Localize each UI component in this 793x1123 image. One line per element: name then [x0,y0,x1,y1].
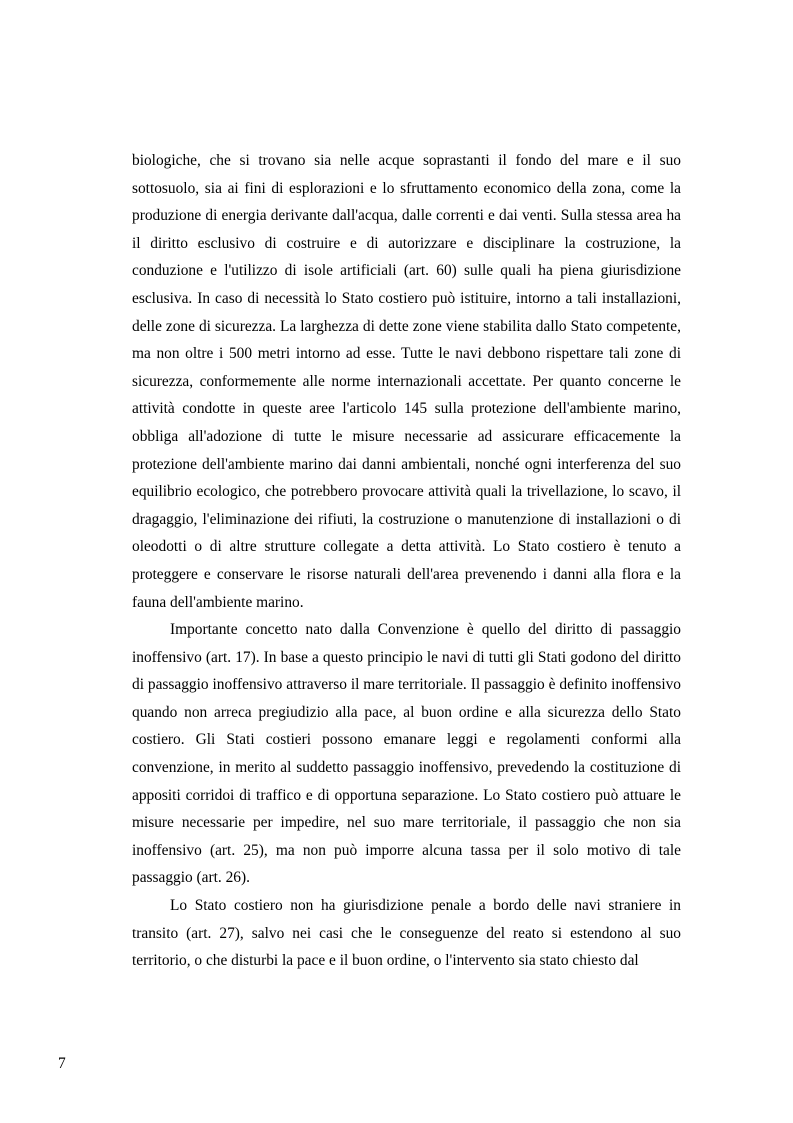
paragraph-2: Importante concetto nato dalla Convenzione è quello del diritto di passaggio inoffensivo (art. 17). In base a questo principio le navi di tutti gli Stati godono del diritto di passaggio inoffensivo attraverso il mare territoriale. Il passaggio è definito inoffensivo quando non arreca pregiudizio alla pace, al buon ordine e alla sicurezza dello Stato costiero. Gli Stati costieri possono emanare leggi e regolamenti conformi alla convenzione, in merito al suddetto passaggio inoffensivo, prevedendo la costituzione di appositi corridoi di traffico e di opportuna separazione. Lo Stato costiero può attuare le misure necessarie per impedire, nel suo mare territoriale, il passaggio che non sia inoffensivo (art. 25), ma non può imporre alcuna tassa per il solo motivo di tale passaggio (art. 26). [132,621,681,887]
paragraph-1: biologiche, che si trovano sia nelle acque soprastanti il fondo del mare e il suo sottosuolo, sia ai fini di esplorazioni e lo sfruttamento economico della zona, come la produzione di energia derivante dall'acqua, dalle correnti e dai venti. Sulla stessa area ha il diritto esclusivo di costruire e di autorizzare e disciplinare la costruzione, la conduzione e l'utilizzo di isole artificiali (art. 60) sulle quali ha piena giurisdizione esclusiva. In caso di necessità lo Stato costiero può istituire, intorno a tali installazioni, delle zone di sicurezza. La larghezza di dette zone viene stabilita dallo Stato competente, ma non oltre i 500 metri intorno ad esse. Tutte le navi debbono rispettare tali zone di sicurezza, conformemente alle norme internazionali accettate. Per quanto concerne le attività condotte in queste aree l'articolo 145 sulla protezione dell'ambiente marino, obbliga all'adozione di tutte le misure necessarie ad assicurare efficacemente la protezione dell'ambiente marino dai danni ambientali, nonché ogni interferenza del suo equilibrio ecologico, che potrebbero provocare attività quali la trivellazione, lo scavo, il dragaggio, l'eliminazione dei rifiuti, la costruzione o manutenzione di installazioni o di oleodotti o di altre strutture collegate a detta attività. Lo Stato costiero è tenuto a proteggere e conservare le risorse naturali dell'area prevenendo i danni alla flora e la fauna dell'ambiente marino. [132,152,681,611]
page-number: 7 [58,1055,66,1072]
document-body [132,147,681,975]
paragraph-3: Lo Stato costiero non ha giurisdizione penale a bordo delle navi straniere in transito (art. 27), salvo nei casi che le conseguenze del reato si estendono al suo territorio, o che disturbi la pace e il buon ordine, o l'intervento sia stato chiesto dal [132,897,681,970]
